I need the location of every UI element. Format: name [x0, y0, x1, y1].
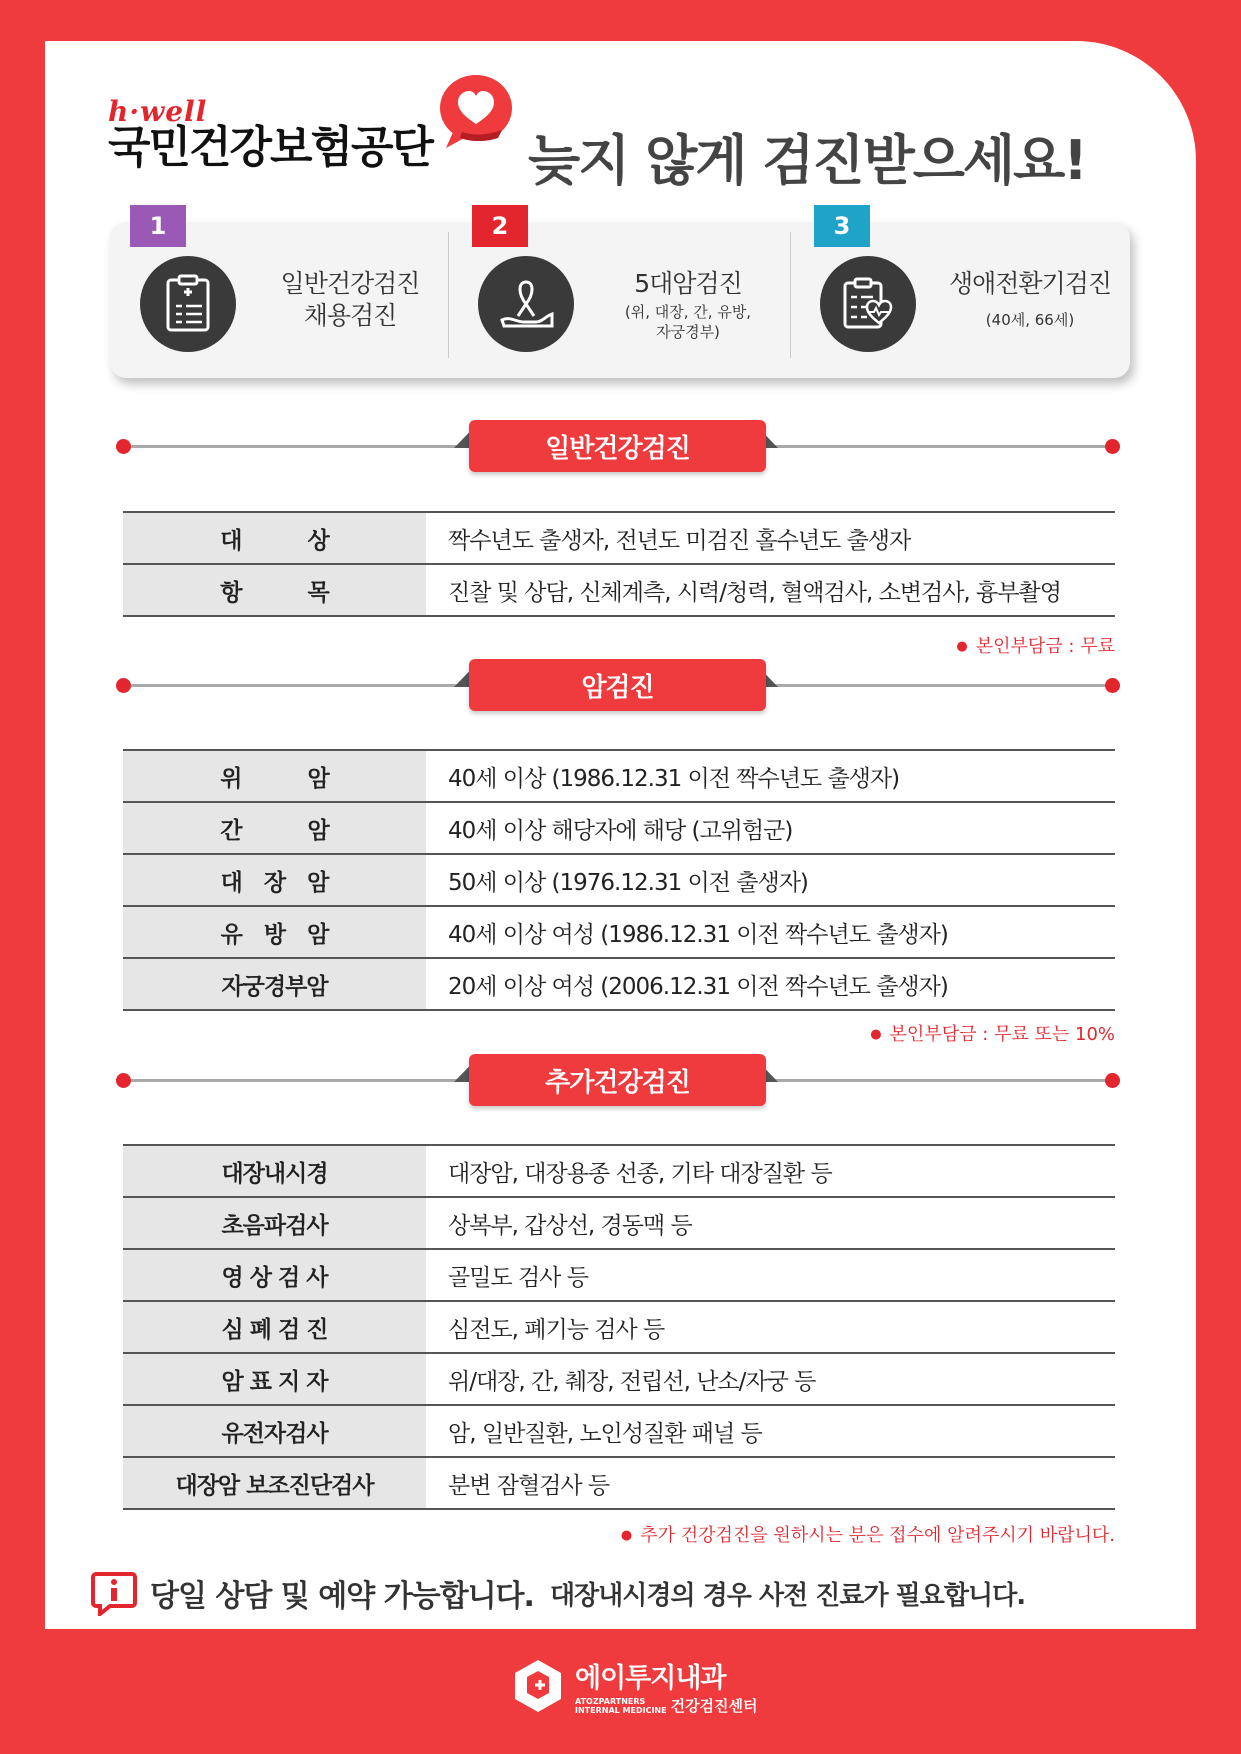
table-row: 초음파검사 상복부, 갑상선, 경동맥 등: [123, 1197, 1115, 1249]
clinic-english-subtitle: INTERNAL MEDICINE: [575, 1705, 667, 1715]
checkup-types-panel: [110, 222, 1130, 378]
brand-logo: [108, 95, 433, 173]
clinic-logo: [509, 1656, 758, 1716]
endoscopy-notice: 대장내시경의 경우 사전 진료가 필요합니다.: [549, 1580, 1026, 1611]
step-number-badge: 2: [472, 205, 528, 247]
section-header-additional: [116, 1050, 1120, 1110]
step-title: 5대암검진: [634, 269, 742, 298]
table-row: 항 목 진찰 및 상담, 신체계측, 시력/청력, 혈액검사, 소변검사, 흉부촬영: [123, 564, 1115, 616]
section-title: 일반건강검진: [469, 420, 766, 472]
checklist-heartbeat-icon: [820, 256, 916, 352]
section-title: 추가건강검진: [469, 1054, 766, 1106]
copay-note: ● 본인부담금 : 무료: [956, 632, 1115, 658]
clinic-english-name: ATOZPARTNERS: [575, 1696, 646, 1706]
page-title: 늦지 않게 검진받으세요!: [528, 129, 1086, 192]
table-row: 간 암 40세 이상 해당자에 해당 (고위험군): [123, 802, 1115, 854]
clipboard-medical-icon: [140, 256, 236, 352]
table-row: 유전자검사 암, 일반질환, 노인성질환 패널 등: [123, 1405, 1115, 1457]
reservation-info: [90, 1570, 1025, 1616]
step-number-badge: 3: [814, 205, 870, 247]
org-name: 국민건강보험공단: [108, 122, 433, 173]
table-row: 심 폐 검 진 심전도, 폐기능 검사 등: [123, 1301, 1115, 1353]
step-number-badge: 1: [130, 205, 186, 247]
additional-checkup-note: ● 추가 건강검진을 원하시는 분은 접수에 알려주시기 바랍니다.: [621, 1521, 1115, 1547]
table-row: 위 암 40세 이상 (1986.12.31 이전 짝수년도 출생자): [123, 750, 1115, 802]
general-checkup-table: [123, 511, 1115, 617]
step-title: 일반건강검진 채용검진: [280, 269, 420, 330]
ribbon-hand-icon: [478, 256, 574, 352]
table-row: 대장내시경 대장암, 대장용종 선종, 기타 대장질환 등: [123, 1145, 1115, 1197]
section-header-cancer: [116, 655, 1120, 715]
step-title: 생애전환기검진: [948, 269, 1112, 298]
reservation-text: 당일 상담 및 예약 가능합니다.: [150, 1579, 534, 1614]
table-row: 대장암 보조진단검사 분변 잠혈검사 등: [123, 1457, 1115, 1509]
section-title: 암검진: [469, 659, 766, 711]
center-name: 건강검진센터: [670, 1697, 758, 1715]
section-header-general: [116, 416, 1120, 476]
additional-checkup-table: [123, 1144, 1115, 1510]
table-row: 자궁경부암 20세 이상 여성 (2006.12.31 이전 짝수년도 출생자): [123, 958, 1115, 1010]
table-row: 대 상 짝수년도 출생자, 전년도 미검진 홀수년도 출생자: [123, 512, 1115, 564]
table-row: 영 상 검 사 골밀도 검사 등: [123, 1249, 1115, 1301]
clinic-logo-icon: [509, 1657, 567, 1715]
heart-speech-bubble-icon: [436, 72, 518, 152]
table-row: 암 표 지 자 위/대장, 간, 췌장, 전립선, 난소/자궁 등: [123, 1353, 1115, 1405]
step-subtitle: (40세, 66세): [985, 311, 1075, 329]
clinic-name: 에이투지내과: [575, 1663, 726, 1694]
table-row: 대 장 암 50세 이상 (1976.12.31 이전 출생자): [123, 854, 1115, 906]
table-row: 유 방 암 40세 이상 여성 (1986.12.31 이전 짝수년도 출생자): [123, 906, 1115, 958]
info-icon: [90, 1570, 138, 1616]
step-subtitle: (위, 대장, 간, 유방, 자궁경부): [624, 303, 752, 341]
cancer-screening-table: [123, 749, 1115, 1011]
brand-tagline: h·well: [108, 95, 208, 128]
copay-note: ● 본인부담금 : 무료 또는 10%: [870, 1020, 1115, 1046]
